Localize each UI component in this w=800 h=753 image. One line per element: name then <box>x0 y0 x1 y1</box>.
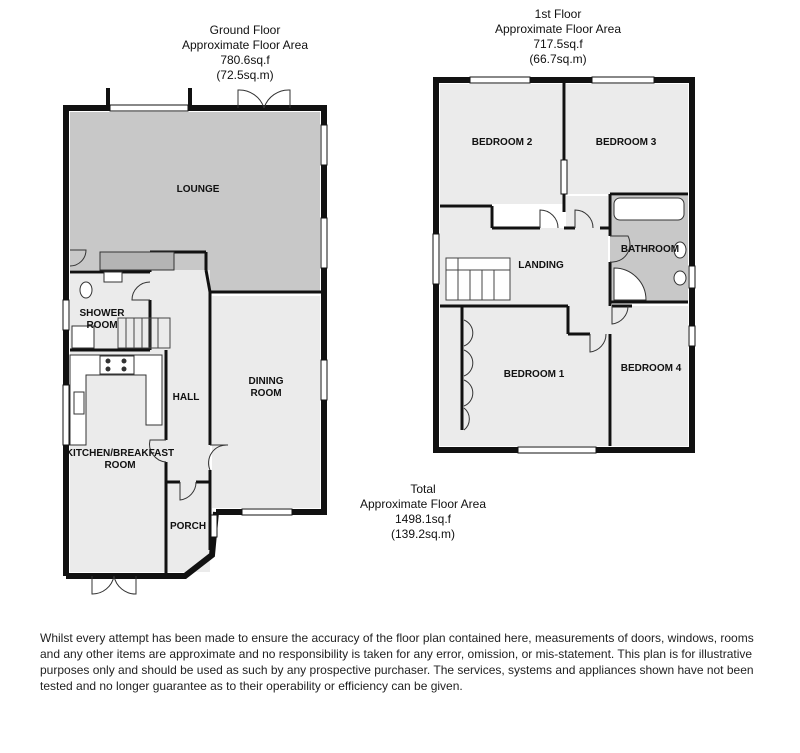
window <box>689 266 695 288</box>
window <box>321 360 327 400</box>
dining-room-label: DINING <box>248 376 284 387</box>
bedroom-2-label: BEDROOM 2 <box>471 137 533 148</box>
ground-floor-sqm: (72.5sq.m) <box>216 68 274 82</box>
porch-label: PORCH <box>169 521 207 532</box>
ground-floor-sqft: 780.6sq.f <box>220 53 270 67</box>
total-title: Total <box>410 482 436 496</box>
shower-room-label: SHOWER <box>79 308 125 319</box>
bathroom-label: BATHROOM <box>620 244 680 255</box>
total-sqft: 1498.1sq.f <box>394 512 452 526</box>
hall-label: HALL <box>172 392 200 403</box>
dining-room-area <box>212 296 320 508</box>
bedroom-3-label: BEDROOM 3 <box>595 137 657 148</box>
disclaimer-text: Whilst every attempt has been made to ensure the accuracy of the floor plan contained here, measurements of doors, windows, rooms and any other items are approximate and no responsibility is taken for any error, omission, or mis-statement. This plan is for illustrative purposes only and should be used as such by any prospective purchaser. The services, systems and appliances shown have not been tested and no longer guarantee as to their operability or efficiency can be given. <box>40 631 754 693</box>
staircase <box>446 258 510 300</box>
first-floor-title: 1st Floor <box>534 7 582 21</box>
window <box>110 105 188 111</box>
first-floor-sqft: 717.5sq.f <box>533 37 583 51</box>
landing-label: LANDING <box>518 260 564 271</box>
kitchen-label-2: ROOM <box>104 460 136 471</box>
window <box>321 218 327 268</box>
bedroom-1-label: BEDROOM 1 <box>503 369 565 380</box>
window <box>242 509 292 515</box>
window <box>211 515 217 537</box>
bath-icon <box>614 198 684 220</box>
bedroom-4-area <box>612 306 688 446</box>
bedroom-4-label: BEDROOM 4 <box>620 363 682 374</box>
first-floor-plan <box>433 77 695 453</box>
window <box>518 447 596 453</box>
window <box>689 326 695 346</box>
toilet-icon <box>104 272 122 282</box>
window <box>470 77 530 83</box>
basin-icon <box>674 271 686 285</box>
window <box>561 160 567 194</box>
window <box>321 125 327 165</box>
chimney-breast <box>100 252 174 270</box>
window <box>433 234 439 284</box>
ground-floor-title: Ground Floor <box>209 23 281 37</box>
kitchen-label: KITCHEN/BREAKFAST <box>65 448 175 459</box>
shower-room-label-2: ROOM <box>86 320 118 331</box>
window <box>63 300 69 330</box>
sink-icon <box>74 392 84 414</box>
total-sqm: (139.2sq.m) <box>390 527 456 541</box>
door-swing <box>540 210 558 228</box>
hob-icon <box>100 356 134 374</box>
basin-icon <box>80 282 92 298</box>
first-floor-sqm: (66.7sq.m) <box>529 52 587 66</box>
lounge-label: LOUNGE <box>176 184 220 195</box>
ground-floor-subtitle: Approximate Floor Area <box>181 38 309 52</box>
first-floor-subtitle: Approximate Floor Area <box>494 22 622 36</box>
window <box>592 77 654 83</box>
window <box>63 385 69 445</box>
ground-floor-plan <box>63 88 327 594</box>
dining-room-label-2: ROOM <box>250 388 282 399</box>
total-subtitle: Approximate Floor Area <box>359 497 487 511</box>
